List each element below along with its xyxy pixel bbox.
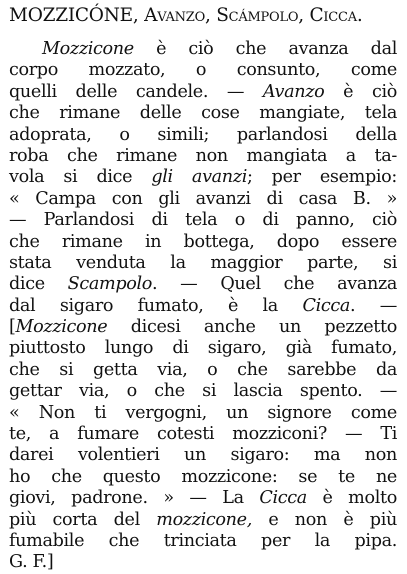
text-line: [9, 103, 397, 124]
text-line: [9, 424, 397, 445]
text-line: [9, 360, 397, 381]
italic-term: gli avanzi: [151, 167, 247, 188]
text-segment: è ciò che avanza dal: [133, 39, 397, 59]
text-segment: che si getta via, o che sarebbe da: [9, 359, 397, 380]
text-line: [9, 125, 397, 146]
text-line: [9, 82, 397, 103]
text-segment: adoprata, o simili; parlandosi della: [9, 124, 397, 145]
italic-term: Cicca: [302, 295, 350, 316]
text-line: [9, 552, 397, 573]
text-segment: — Parlandosi di tela o di panno, ciò: [9, 210, 397, 231]
text-segment: darei volentieri un sigaro: ma non: [9, 445, 397, 466]
text-segment: gettar via, o che si lascia spento. —: [9, 381, 397, 402]
text-segment: giovi, padrone. » — La: [9, 488, 260, 509]
text-line: [9, 146, 397, 167]
text-segment: ; per esempio:: [246, 167, 397, 188]
italic-term: Avanzo: [262, 81, 325, 102]
text-segment: ho che questo mozzicone: se te ne: [9, 466, 397, 487]
italic-term: mozzicone,: [156, 509, 252, 530]
italic-term: Cicca: [259, 488, 307, 509]
text-line: [9, 467, 397, 488]
text-line: [9, 60, 397, 81]
italic-term: Mozzicone: [42, 39, 134, 59]
text-segment: corpo mozzato, o consunto, come: [9, 60, 397, 81]
text-line: [9, 253, 397, 274]
italic-term: Mozzicone: [15, 317, 108, 338]
text-segment: è ciò: [324, 81, 397, 102]
text-line: [9, 317, 397, 338]
text-segment: dice: [9, 274, 68, 295]
entry-headword: MOZZICÓNE,: [9, 5, 139, 26]
text-segment: « Non ti vergogni, un signore come: [9, 402, 397, 423]
text-segment: è molto: [306, 488, 397, 509]
text-segment: che rimane delle cose mangiate, tela: [9, 103, 397, 124]
text-line: [9, 189, 397, 210]
text-line: [9, 338, 397, 359]
text-segment: G. F.]: [9, 552, 54, 573]
text-segment: più corta del: [9, 509, 157, 530]
italic-term: Scampolo: [67, 274, 153, 295]
text-line: [9, 445, 397, 466]
text-line: [9, 274, 397, 295]
text-segment: vola si dice: [9, 167, 152, 188]
text-segment: quelli delle candele. —: [9, 81, 263, 102]
text-segment: te, a fumare cotesti mozziconi? — Ti: [9, 424, 397, 445]
entry-synonyms: Avanzo, Scámpolo, Cicca.: [138, 5, 363, 26]
text-line: [9, 381, 397, 402]
text-line: [9, 232, 397, 253]
text-segment: stata venduta la maggior parte, si: [9, 252, 397, 273]
text-segment: dicesi anche un pezzetto: [107, 317, 397, 338]
text-line: [9, 531, 397, 552]
text-segment: fumabile che trinciata per la pipa.: [9, 530, 397, 551]
text-segment: . — Quel che avanza: [152, 274, 397, 295]
text-segment: e non è più: [251, 509, 397, 530]
text-line: [9, 296, 397, 317]
entry-body: [9, 39, 397, 574]
text-line: [9, 488, 397, 509]
text-line: [9, 39, 397, 60]
text-line: [9, 210, 397, 231]
text-line: [9, 403, 397, 424]
text-segment: . —: [350, 295, 397, 316]
text-line: [9, 167, 397, 188]
text-segment: dal sigaro fumato, è la: [9, 295, 303, 316]
text-segment: che rimane in bottega, dopo essere: [9, 231, 397, 252]
text-segment: « Campa con gli avanzi di casa B. »: [9, 188, 397, 209]
text-segment: piuttosto lungo di sigaro, già fumato,: [9, 338, 397, 359]
text-segment: roba che rimane non mangiata a ta-: [9, 145, 397, 166]
entry-title: [9, 4, 401, 28]
text-segment: [: [9, 317, 16, 338]
text-line: [9, 510, 397, 531]
